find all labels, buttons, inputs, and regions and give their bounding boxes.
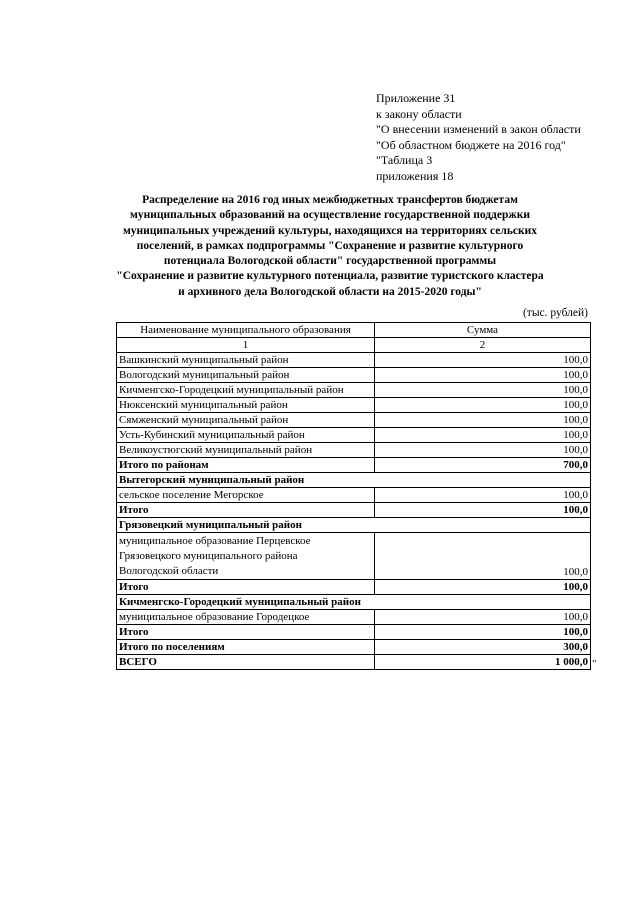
table-row	[117, 533, 591, 580]
row-value: 100,0	[375, 383, 591, 398]
col-number-2: 2	[375, 338, 591, 353]
appendix-line: "Об областном бюджете на 2016 год"	[376, 137, 566, 152]
table-row	[117, 428, 591, 443]
appendix-header	[376, 91, 581, 185]
section-total-row	[117, 625, 591, 640]
row-name: Вашкинский муниципальный район	[117, 353, 375, 368]
title-line: потенциала Вологодской области" государственной программы	[163, 255, 497, 268]
section-title: Кичменгско-Городецкий муниципальный район	[117, 595, 591, 610]
row-name: Нюксенский муниципальный район	[117, 398, 375, 413]
table-row	[117, 413, 591, 428]
col-number-1: 1	[117, 338, 375, 353]
appendix-line: Приложение 31	[376, 91, 456, 105]
unit-label: (тыс. рублей)	[522, 307, 588, 319]
section-title: Вытегорский муниципальный район	[117, 473, 591, 488]
total-value: 100,0	[375, 625, 591, 640]
title-line: Распределение на 2016 год иных межбюджетных трансфертов бюджетам	[142, 194, 518, 206]
row-name: Сямженский муниципальный район	[117, 413, 375, 428]
appendix-line: "О внесении изменений в закон области	[376, 122, 581, 137]
row-name: Вологодский муниципальный район	[117, 368, 375, 383]
section-title-row	[117, 595, 591, 610]
row-name: Кичменгско-Городецкий муниципальный район	[117, 383, 375, 398]
row-value: 100,0	[375, 353, 591, 368]
row-value: 100,0	[375, 428, 591, 443]
grand-total-value: 1 000,0	[375, 655, 591, 670]
row-value: 100,0	[375, 413, 591, 428]
title-line: и архивного дела Вологодской области на 2015-2020 годы"	[178, 285, 482, 298]
grand-total-label: ВСЕГО	[117, 655, 375, 670]
row-value: 100,0	[375, 443, 591, 458]
allocation-table	[116, 322, 591, 670]
row-value: 100,0	[375, 533, 591, 580]
appendix-line: "Таблица 3	[376, 153, 433, 168]
total-value: 100,0	[375, 503, 591, 518]
total-label: Итого	[117, 503, 375, 518]
table-row	[117, 610, 591, 625]
header-sum: Сумма	[375, 323, 591, 338]
row-name: Великоустюгский муниципальный район	[117, 443, 375, 458]
row-value: 100,0	[375, 488, 591, 503]
table-row	[117, 443, 591, 458]
grand-total-row	[117, 655, 591, 670]
total-value: 100,0	[375, 580, 591, 595]
title-line: "Сохранение и развитие культурного потенциала, развитие туристского кластера	[116, 270, 544, 283]
row-name-line: Грязовецкого муниципального района	[119, 550, 298, 562]
column-number-row	[117, 338, 591, 353]
table-row	[117, 383, 591, 398]
section-total-row	[117, 580, 591, 595]
closing-quote: "	[592, 658, 597, 670]
title-line: поселений, в рамках подпрограммы "Сохранение и развитие культурного	[136, 239, 524, 252]
table-row	[117, 488, 591, 503]
row-value: 100,0	[375, 610, 591, 625]
section-title: Грязовецкий муниципальный район	[117, 518, 591, 533]
table-row	[117, 368, 591, 383]
districts-total-row	[117, 458, 591, 473]
appendix-line: к закону области	[376, 106, 462, 121]
total-value: 700,0	[375, 458, 591, 473]
header-name: Наименование муниципального образования	[117, 323, 375, 338]
row-name: муниципальное образование Городецкое	[117, 610, 375, 625]
row-value: 100,0	[375, 398, 591, 413]
title-line: муниципальных учреждений культуры, находящихся на территориях сельских	[122, 224, 538, 237]
total-label: Итого	[117, 580, 375, 595]
table-row	[117, 398, 591, 413]
table-row	[117, 353, 591, 368]
total-label: Итого по поселениям	[117, 640, 375, 655]
row-name	[117, 533, 375, 580]
settlements-total-row	[117, 640, 591, 655]
total-value: 300,0	[375, 640, 591, 655]
section-title-row	[117, 518, 591, 533]
row-name: сельское поселение Мегорское	[117, 488, 375, 503]
section-title-row	[117, 473, 591, 488]
appendix-line: приложения 18	[376, 168, 454, 183]
total-label: Итого по районам	[117, 458, 375, 473]
row-name-line: муниципальное образование Перцевское	[119, 535, 311, 547]
table-header-row	[117, 323, 591, 338]
row-name: Усть-Кубинский муниципальный район	[117, 428, 375, 443]
document-title	[100, 193, 560, 300]
row-name-line: Вологодской области	[119, 565, 219, 577]
total-label: Итого	[117, 625, 375, 640]
section-total-row	[117, 503, 591, 518]
row-value: 100,0	[375, 368, 591, 383]
title-line: муниципальных образований на осуществление государственной поддержки	[130, 209, 530, 222]
